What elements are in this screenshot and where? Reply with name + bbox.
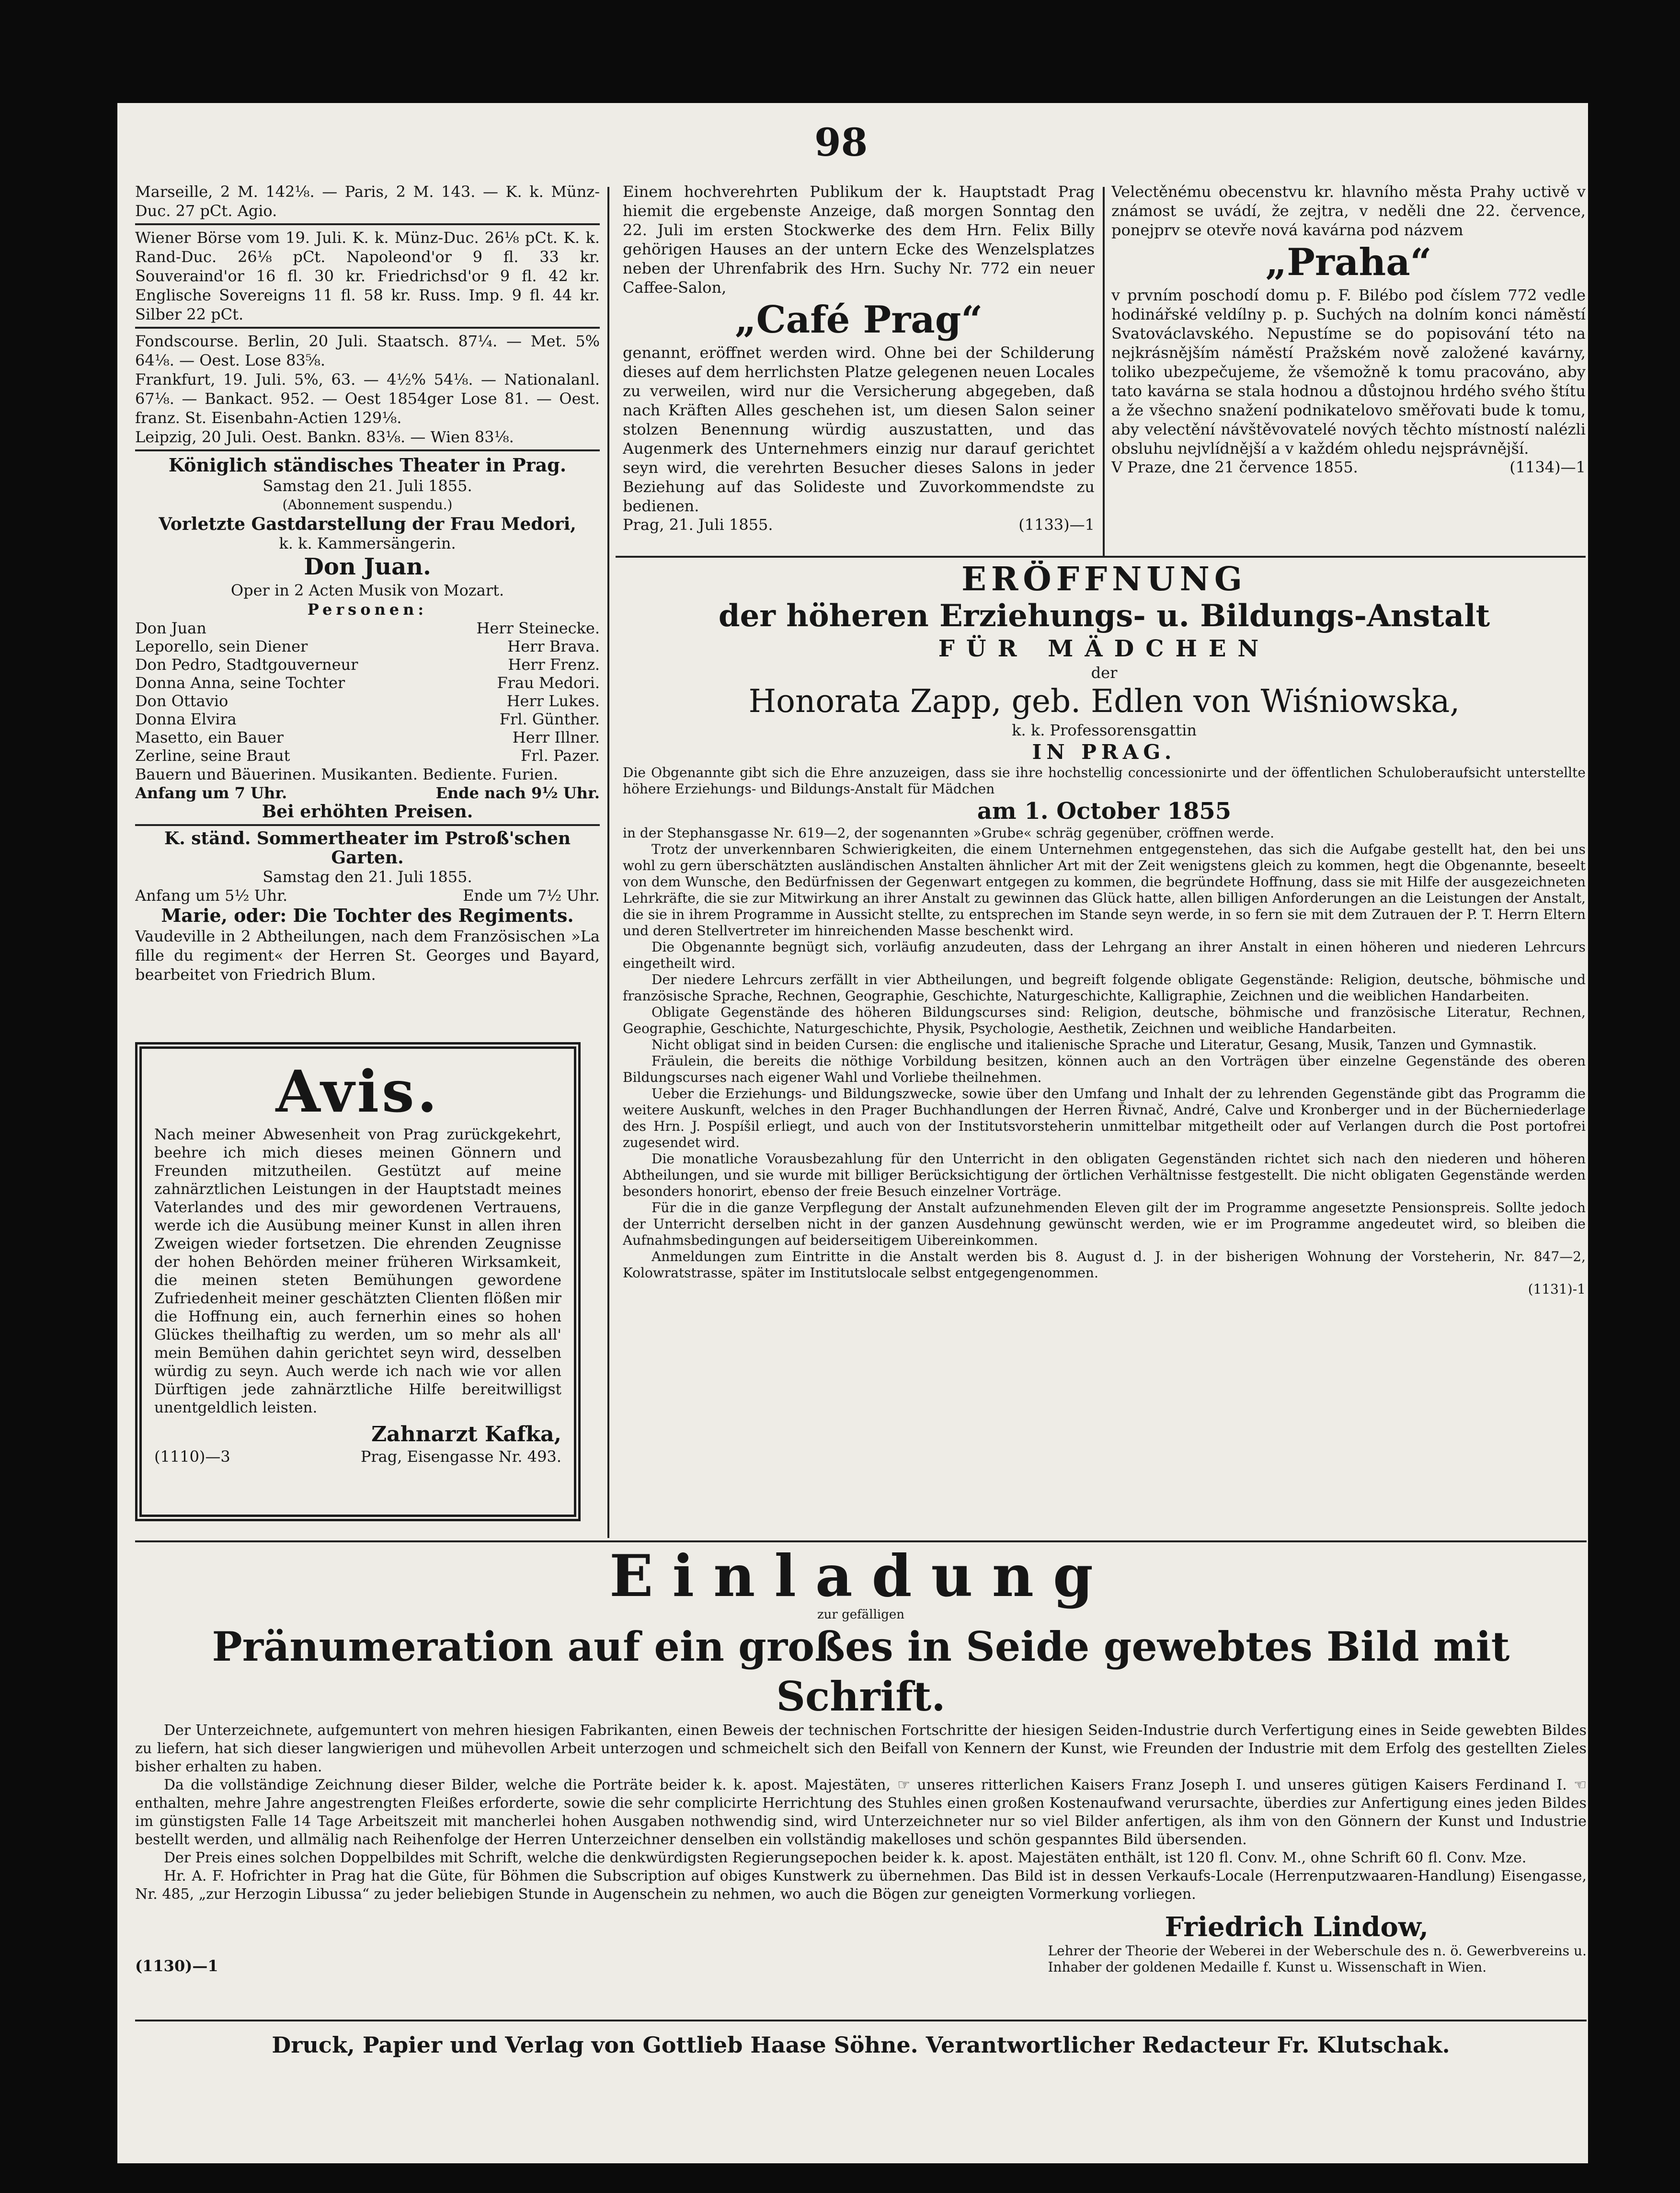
- cast-actor: Herr Brava.: [507, 637, 600, 655]
- avis-number: (1110)—3: [154, 1447, 230, 1466]
- theater-end: Ende nach 9½ Uhr.: [435, 784, 600, 802]
- school-paragraph: Ueber die Erziehungs- und Bildungszwecke, sowie über den Umfang und Inhalt der zu lehrenden Gegenstände gibt das Programm die weitere Auskunft, welches in den Prager Buchhandlungen der Herren Řivnač, André, Calve und Kronberger und in der Bücherniederlage des Hrn. J. Pospíšil erliegt, und auch von der Institutsvorsteherin unmittelbar mitgetheilt oder auf Verlangen durch die Post portofrei zugesendet wird.: [623, 1086, 1586, 1150]
- praha-ad: [1111, 182, 1586, 551]
- school-paragraph: Fräulein, die bereits die nöthige Vorbildung besitzen, können auch an den Vorträgen über einzelne Gegenstände des oberen Bildungscurses nach eigener Wahl und Vorliebe theilnehmen.: [623, 1053, 1586, 1085]
- school-paragraph: Nicht obligat sind in beiden Cursen: die englische und italienische Sprache und Literatur, Gesang, Musik, Tanzen und Gymnastik.: [651, 1037, 1537, 1053]
- cast-role: Leporello, sein Diener: [135, 637, 308, 655]
- cast-row: [135, 619, 600, 637]
- cast-row: [135, 746, 600, 765]
- imprint-footer: Druck, Papier und Verlag von Gottlieb Haase Söhne. Verantwortlicher Redacteur Fr. Klutschak.: [272, 2032, 1450, 2058]
- summer-theater-desc: Vaudeville in 2 Abtheilungen, nach dem Französischen »La fille du regiment« der Herren St. Georges und Bayard, bearbeitet von Friedrich Blum.: [135, 927, 600, 984]
- einladung-paragraph: Da die vollständige Zeichnung dieser Bilder, welche die Porträte beider k. k. apost. Majestäten, ☞ unseres ritterlichen Kaisers Franz Joseph I. und unseres gütigen Kaisers Ferdinand I. ☜ enthalten, mehre Jahre angestrengten Fleißes erforderte, sowie die sehr complicirte Herrichtung des Stuhles einen großen Kostenaufwand verursachte, überdies zur Anfertigung eines jeden Bildes im günstigsten Falle 14 Tage Arbeitszeit mit mancherlei hohen Ausgaben nothwendig sind, wird Unterzeichneter nur so viel Bilder anfertigen, als ihm von den Gönnern der Kunst und Industrie bestellt werden, und allmälig nach Reihenfolge der Herren Unterzeichner denselben ein vollständig makelloses und schön gespanntes Bild übersenden.: [135, 1777, 1587, 1848]
- school-paragraph: Für die in die ganze Verpflegung der Anstalt aufzunehmenden Eleven gilt der im Programme angesetzte Pensionspreis. Sollte jedoch der Unterricht derselben nicht in der ganzen Ausdehnung gewünscht werden, wie er im Programme angedeutet wird, so bleiben die Aufnahmsbedingungen auf beiderseitigem Uibereinkommen.: [623, 1200, 1586, 1248]
- praha-place: V Praze, dne 21 července 1855.: [1111, 458, 1358, 476]
- cast-list: [135, 619, 600, 765]
- praha-body-1: Velectěnému obecenstvu kr. hlavního města Prahy uctivě v známost se uvádí, že zejtra, v neděli dne 22. července, ponejprv se otevře nová kavárna pod názvem: [1111, 183, 1586, 239]
- left-column: [135, 182, 600, 1040]
- cafe-body-2: genannt, eröffnet werden wird. Ohne bei der Schilderung dieses auf dem herrlichsten Platze gelegenen neuen Locales zu verweilen, wird nur die Versicherung abgegeben, daß nach Kräften Alles geschehen ist, um diesen Salon seiner stolzen Benennung würdig auszustatten, und das Augenmerk des Unternehmers einzig nur darauf gerichtet seyn wird, die verehrten Besucher dieses Salons in jeder Beziehung auf das Solideste und Zuvorkommendste zu bedienen.: [623, 344, 1095, 515]
- school-paragraph: Die monatliche Vorausbezahlung für den Unterricht in den obligaten Gegenständen richtet sich nach den niederen und höheren Abtheilungen, und sie wurde mit billiger Berücksichtigung der örtlichen Verhältnisse festgestellt. Die nicht obligaten Gegenstände werden besonders honorirt, ebenso der freie Besuch einzelner Vorträge.: [623, 1151, 1586, 1199]
- summer-theater-start: Anfang um 5½ Uhr.: [135, 886, 288, 905]
- school-location: in der Stephansgasse Nr. 619—2, der sogenannten »Grube« schräg gegenüber, cröffnen werde.: [623, 825, 1275, 841]
- cast-role: Don Ottavio: [135, 692, 229, 710]
- school-paragraph: Die Obgenannte begnügt sich, vorläufig anzudeuten, dass der Lehrgang an ihrer Anstalt in einen höheren und niederen Lehrcurs eingetheilt wird.: [623, 939, 1586, 971]
- praha-name: „Praha“: [1265, 241, 1432, 284]
- cafe-prag-ad: [623, 182, 1095, 551]
- einladung-paragraph: Der Unterzeichnete, aufgemuntert von mehren hiesigen Fabrikanten, einen Beweis der technischen Fortschritte der hiesigen Seiden-Industrie durch Verfertigung eines in Seide gewebten Bildes zu liefern, hat sich dieser langwierigen und mühevollen Arbeit unterzogen und schmeichelt sich den Beifall von Kennern der Kunst, wie Freunden der Industrie mit dem Erfolg des gestellten Zieles bisher erhalten zu haben.: [135, 1722, 1587, 1775]
- theater-date: Samstag den 21. Juli 1855.: [263, 477, 472, 495]
- school-intro: Die Obgenannte gibt sich die Ehre anzuzeigen, dass sie ihre hochstellig concessionirte und der öffentlichen Schuloberaufsicht unterstellte höhere Erziehungs- und Bildungs-Anstalt für Mädchen: [623, 765, 1586, 797]
- cast-row: [135, 710, 600, 728]
- cast-role: Don Pedro, Stadtgouverneur: [135, 655, 358, 674]
- summer-theater-date: Samstag den 21. Juli 1855.: [263, 868, 472, 886]
- theater-play-sub: Oper in 2 Acten Musik von Mozart.: [230, 581, 504, 599]
- school-title-3: FÜR MÄDCHEN: [938, 635, 1270, 662]
- cast-row: [135, 674, 600, 692]
- column-rule-right: [1103, 187, 1105, 556]
- einladung-headline: Pränumeration auf ein großes in Seide gewebtes Bild mit Schrift.: [212, 1623, 1510, 1720]
- einladung-paragraph: Der Preis eines solchen Doppelbildes mit Schrift, welche die denkwürdigsten Regierungsepochen beider k. k. apost. Majestäten enthält, ist 120 fl. Conv. M., ohne Schrift 60 fl. Conv. Mze.: [164, 1849, 1527, 1866]
- school-paragraph: Trotz der unverkennbaren Schwierigkeiten, die einem Unternehmen entgegenstehen, das sich die Aufgabe gestellt hat, den bei uns wohl zu gern überschätzten ausländischen Anstalten ähnlicher Art mit der Zeit wenigstens gleich zu kommen, hegt die Obgenannte, beseelt von dem Wunsche, den Bedürfnissen der Gegenwart entgegen zu kommen, die begründete Hoffnung, dass sie mit Hilfe der ausgezeichneten Lehrkräfte, die sie zur Mitwirkung an ihrer Anstalt zu gewinnen das Glück hatte, allen billigen Anforderungen an die Leistungen der Anstalt, die sie in ihrem Programme in Aussicht stellte, zu entsprechen im Stande seyn werde, in so fern sie mit dem Zutrauen der P. T. Herrn Eltern und deren Stellvertreter im hinreichenden Masse beschenkt wird.: [623, 841, 1586, 939]
- school-founder: Honorata Zapp, geb. Edlen von Wiśniowska,: [748, 683, 1460, 720]
- school-title-2: der höheren Erziehungs- u. Bildungs-Anstalt: [718, 598, 1490, 634]
- cast-role: Don Juan: [135, 619, 206, 637]
- theater-start: Anfang um 7 Uhr.: [135, 784, 287, 802]
- section-rule-school: [616, 556, 1586, 558]
- exchange-frankfurt: Frankfurt, 19. Juli. 5%, 63. — 4½% 54⅛. — Nationalanl. 67⅛. — Bankact. 952. — Oest 1854ger Lose 81. — Oest. franz. St. Eisenbahn-Actien 129⅛.: [135, 370, 600, 427]
- school-city: IN PRAG.: [1032, 740, 1177, 764]
- avis-signature: Zahnarzt Kafka,: [371, 1422, 561, 1447]
- theater-title: Königlich ständisches Theater in Prag.: [168, 454, 567, 476]
- avis-ad: [135, 1042, 581, 1521]
- school-paragraph: Anmeldungen zum Eintritte in die Anstalt werden bis 8. August d. J. in der bisherigen Wohnung der Vorsteherin, Nr. 847—2, Kolowratstrasse, später im Institutslocale selbst entgegengenommen.: [623, 1249, 1586, 1281]
- exchange-leipzig: Leipzig, 20 Juli. Oest. Bankn. 83⅛. — Wien 83⅛.: [135, 428, 514, 446]
- cast-row: [135, 637, 600, 655]
- exchange-marseille: Marseille, 2 M. 142⅛. — Paris, 2 M. 143. — K. k. Münz-Duc. 27 pCt. Agio.: [135, 183, 600, 220]
- theater-prices: Bei erhöhten Preisen.: [262, 802, 473, 822]
- cast-role: Masetto, ein Bauer: [135, 728, 284, 746]
- cast-actor: Herr Frenz.: [508, 655, 600, 674]
- cafe-place: Prag, 21. Juli 1855.: [623, 516, 773, 534]
- cast-actor: Frl. Günther.: [499, 710, 600, 728]
- cast-role: Donna Elvira: [135, 710, 237, 728]
- cast-actor: Frl. Pazer.: [521, 746, 600, 765]
- theater-note: (Abonnement suspendu.): [282, 497, 453, 513]
- cast-row: [135, 728, 600, 746]
- summer-theater-end: Ende um 7½ Uhr.: [463, 886, 600, 905]
- section-rule-footer: [135, 2020, 1587, 2021]
- einladung-ad: [135, 1545, 1587, 2017]
- school-ad: [623, 561, 1586, 1538]
- school-founder-sub: k. k. Professorensgattin: [1012, 721, 1197, 739]
- cast-row: [135, 655, 600, 674]
- school-title-1: ERÖFFNUNG: [961, 561, 1247, 598]
- einladung-sig-line-2: Inhaber der goldenen Medaille f. Kunst u. Wissenschaft in Wien.: [1048, 1959, 1487, 1975]
- cast-actor: Frau Medori.: [497, 674, 600, 692]
- page-number: 98: [814, 120, 868, 165]
- summer-theater-play: Marie, oder: Die Tochter des Regiments.: [161, 905, 574, 926]
- theater-guest-sub: k. k. Kammersängerin.: [279, 534, 456, 552]
- school-paragraph: Der niedere Lehrcurs zerfällt in vier Abtheilungen, und begreift folgende obligate Gegenstände: Religion, deutsche, böhmische und französische Sprache, Rechnen, Geographie, Geschichte, Naturgeschichte, Kalligraphie, Zeichnen und die weiblichen Handarbeiten.: [623, 972, 1586, 1004]
- cafe-body-1: Einem hochverehrten Publikum der k. Hauptstadt Prag hiemit die ergebenste Anzeige, daß morgen Sonntag den 22. Juli im ersten Stockwerke des dem Hrn. Felix Billy gehörigen Hauses an der untern Ecke des Wenzelsplatzes neben der Uhrenfabrik des Hrn. Suchy Nr. 772 ein neuer Caffee-Salon,: [623, 183, 1095, 297]
- school-date: am 1. October 1855: [977, 798, 1232, 825]
- avis-body: Nach meiner Abwesenheit von Prag zurückgekehrt, beehre ich mich dieses meinen Gönnern und Freunden mitzutheilen. Gestützt auf meine zahnärztlichen Leistungen in der Hauptstadt meines Vaterlandes und des mir gewordenen Vertrauens, werde ich die Ausübung meiner Kunst in allen ihren Zweigen wieder fortsetzen. Die ehrenden Zeugnisse der hohen Behörden meiner früheren Wirksamkeit, die meinen steten Bemühungen gewordene Zufriedenheit meiner geschätzten Clienten flößen mir die Hoffnung ein, auch fernerhin eines so hohen Glückes theilhaftig zu werden, um so mehr als all' mein Bemühen dahin gerichtet seyn wird, desselben würdig zu seyn. Auch werde ich nach wie vor allen Dürftigen jede zahnärztliche Hilfe bereitwilligst unentgeldlich leisten.: [154, 1126, 561, 1416]
- einladung-signature: Friedrich Lindow,: [1165, 1911, 1429, 1943]
- einladung-number: (1130)—1: [135, 1957, 218, 1975]
- einladung-paragraph: Hr. A. F. Hofrichter in Prag hat die Güte, für Böhmen die Subscription auf obiges Kunstwerk zu übernehmen. Das Bild ist in dessen Verkaufs-Locale (Herrenputzwaaren-Handlung) Eisengasse, Nr. 485, „zur Herzogin Libussa“ zu jeder beliebigen Stunde in Augenschein zu nehmen, wo auch die Bögen zur geneigten Vormerkung vorliegen.: [135, 1868, 1587, 1903]
- school-paragraph: Obligate Gegenstände des höheren Bildungscurses sind: Religion, deutsche, böhmische und französische Literatur, Rechnen, Geographie, Geschichte, Naturgeschichte, Physik, Psychologie, Aesthetik, Zeichnen und weibliche Handarbeiten.: [623, 1004, 1586, 1036]
- einladung-sub: zur gefälligen: [817, 1607, 904, 1622]
- exchange-berlin: Fondscourse. Berlin, 20 Juli. Staatsch. 87¼. — Met. 5% 64⅛. — Oest. Lose 83⅝.: [135, 332, 600, 369]
- cast-actor: Herr Steinecke.: [476, 619, 600, 637]
- school-number: (1131)-1: [1528, 1281, 1586, 1297]
- cast-row: [135, 692, 600, 710]
- avis-address: Prag, Eisengasse Nr. 493.: [360, 1447, 561, 1466]
- einladung-title: Einladung: [609, 1545, 1112, 1610]
- praha-number: (1134)—1: [1509, 458, 1586, 476]
- theater-persons-head: Personen:: [307, 600, 428, 619]
- school-paragraphs: [623, 841, 1586, 1281]
- school-der: der: [1091, 664, 1118, 682]
- column-rule-left: [607, 187, 609, 1538]
- avis-title: Avis.: [275, 1058, 440, 1125]
- einladung-paragraphs: [135, 1722, 1587, 1904]
- cast-actor: Herr Lukes.: [506, 692, 600, 710]
- exchange-vienna: Wiener Börse vom 19. Juli. K. k. Münz-Duc. 26⅛ pCt. K. k. Rand-Duc. 26⅛ pCt. Napoleond'or 9 fl. 33 kr. Souveraind'or 16 fl. 30 kr. Friedrichsd'or 9 fl. 42 kr. Englische Sovereigns 11 fl. 58 kr. Russ. Imp. 9 fl. 44 kr. Silber 22 pCt.: [135, 229, 600, 323]
- cafe-name: „Café Prag“: [734, 298, 983, 342]
- summer-theater-title: K. ständ. Sommertheater im Pstroß'schen Garten.: [164, 828, 571, 868]
- cast-actor: Herr Illner.: [512, 728, 600, 746]
- theater-extras: Bauern und Bäuerinen. Musikanten. Bediente. Furien.: [135, 765, 559, 783]
- cast-role: Zerline, seine Braut: [135, 746, 290, 765]
- einladung-sig-line-1: Lehrer der Theorie der Weberei in der Weberschule des n. ö. Gewerbvereins u.: [1048, 1943, 1587, 1959]
- theater-play: Don Juan.: [304, 553, 431, 580]
- cafe-number: (1133)—1: [1018, 516, 1095, 534]
- cast-role: Donna Anna, seine Tochter: [135, 674, 345, 692]
- praha-body-2: v prvním poschodí domu p. F. Bilébo pod číslem 772 vedle hodinářské veldílny p. p. Suchých na dolním konci náměstí Svatováclavského. Nepustíme se do popisování této na nejkrásnějším náměstí Pražském nově založené kavárny, toliko ubezpečujeme, že všemožně k tomu pracováno, aby tato kavárna se stala hodnou a důstojnou hrdého svého štítu a že všechno snažení podnikatelovo směřovati bude k tomu, aby velectění návštěvovatelé nových těchto místností nalézli obsluhu nejvlídnější a v každém ohledu nejsprávnější.: [1111, 286, 1586, 458]
- section-rule-einladung: [135, 1540, 1587, 1542]
- theater-guest: Vorletzte Gastdarstellung der Frau Medori,: [159, 514, 576, 534]
